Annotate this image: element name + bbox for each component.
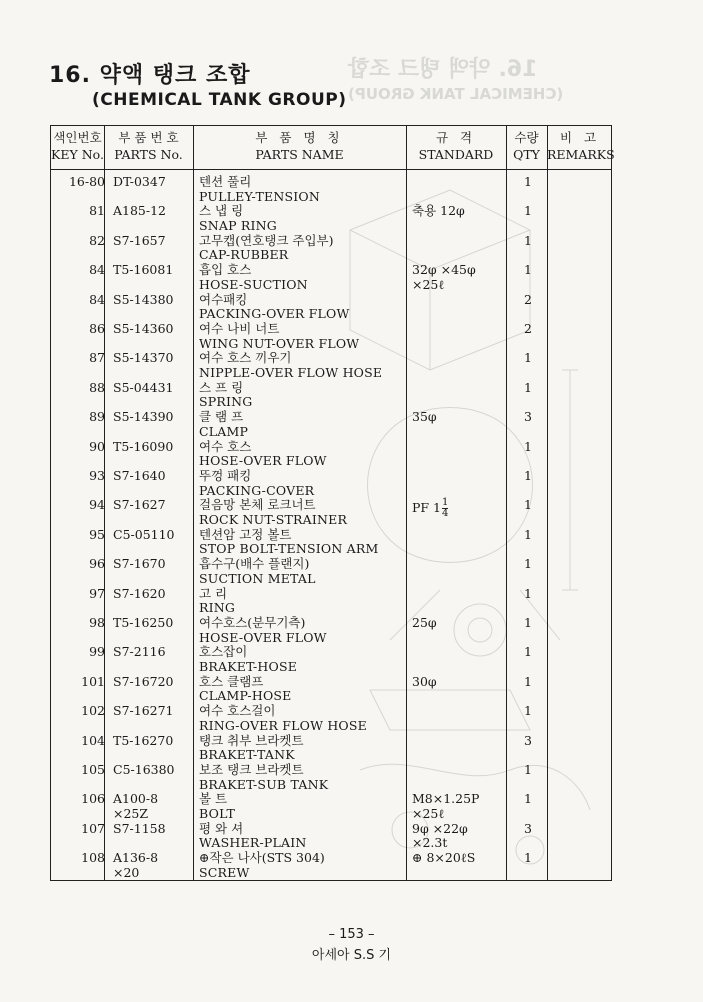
part-name — [199, 704, 404, 733]
part-name — [199, 469, 404, 498]
part-number: A136-8 ×20 — [113, 851, 193, 880]
fraction: $\frac{1}{4}$ — [442, 497, 449, 520]
part-number-suffix: ×25Z — [113, 805, 149, 821]
part-name-korean: 텐션암 고정 볼트 — [199, 526, 292, 542]
quantity: 1 — [524, 585, 532, 601]
part-name-korean: 호스잡이 — [199, 644, 248, 660]
bleed-through-title — [348, 56, 648, 104]
part-name-english: ROCK NUT-STRAINER — [199, 511, 348, 527]
part-number: S7-2116 — [113, 644, 166, 660]
part-name — [199, 851, 404, 880]
page-subtitle: (CHEMICAL TANK GROUP) — [92, 90, 347, 110]
part-name-korean: 스 냅 링 — [199, 203, 244, 219]
part-name-english: SCREW — [199, 864, 250, 880]
quantity: 1 — [524, 232, 532, 248]
part-number: A100-8 ×25Z — [113, 792, 193, 821]
part-name-english: CLAMP-HOSE — [199, 688, 292, 704]
quantity: 3 — [524, 820, 532, 836]
part-number: T5-16081 — [113, 262, 174, 278]
table-row — [51, 821, 611, 850]
quantity: 1 — [524, 174, 532, 189]
header-qty: 수량 QTY — [513, 130, 540, 162]
key-number: 81 — [89, 203, 105, 219]
part-name-english: HOSE-OVER FLOW — [199, 453, 327, 469]
quantity: 1 — [524, 350, 532, 366]
key-number: 99 — [89, 644, 105, 660]
header-remarks: 비 고 REMARKS — [547, 130, 615, 162]
table-row — [51, 703, 611, 732]
standard: 35φ — [412, 409, 437, 425]
quantity: 2 — [524, 321, 532, 336]
part-name — [199, 234, 404, 263]
standard: 30φ — [412, 673, 437, 689]
key-number: 107 — [81, 820, 105, 836]
bleed-through-line-1: 16. 약액 탱크 조합 — [348, 57, 538, 82]
table-row — [51, 321, 611, 350]
header-standard: 규 격 STANDARD — [418, 130, 494, 162]
part-name — [199, 528, 404, 557]
quantity: 1 — [524, 526, 532, 542]
part-number: S5-14360 — [113, 321, 174, 336]
part-name-korean: 탱크 취부 브라켓트 — [199, 732, 304, 748]
key-number: 84 — [89, 262, 105, 278]
table-row — [51, 174, 611, 203]
key-number: 104 — [81, 732, 105, 748]
part-name-english: BOLT — [199, 805, 236, 821]
part-number-suffix: ×20 — [113, 864, 140, 880]
key-number: 86 — [89, 321, 105, 336]
part-name — [199, 263, 404, 292]
part-name-korean: 고 리 — [199, 585, 228, 601]
part-number: S5-14390 — [113, 409, 174, 425]
part-number: S5-04431 — [113, 379, 174, 395]
part-name — [199, 440, 404, 469]
part-name — [199, 351, 404, 380]
part-name — [199, 734, 404, 763]
part-name — [199, 645, 404, 674]
table-row — [51, 615, 611, 644]
table-row — [51, 380, 611, 409]
part-name-korean: 클 램 프 — [199, 409, 244, 425]
quantity: 1 — [524, 644, 532, 660]
part-name-english: PACKING-COVER — [199, 482, 315, 498]
part-name-english: RING — [199, 600, 236, 616]
header-key-no: 색인번호 KEY No. — [51, 130, 104, 162]
part-name-korean: 스 프 링 — [199, 379, 244, 395]
part-name-english: CLAMP — [199, 423, 249, 439]
part-name-korean: 보조 탱크 브라켓트 — [199, 762, 304, 777]
part-name — [199, 763, 404, 792]
part-number: A185-12 — [113, 203, 167, 219]
key-number: 101 — [81, 673, 105, 689]
table-row — [51, 556, 611, 585]
part-number: C5-05110 — [113, 526, 175, 542]
part-name-korean: 여수 나비 너트 — [199, 321, 280, 336]
part-name-korean: 여수 호스걸이 — [199, 703, 276, 719]
table-row — [51, 233, 611, 262]
key-number: 105 — [81, 762, 105, 777]
part-name-korean: 고무캡(연호탱크 주입부) — [199, 232, 334, 248]
standard: 9φ ×22φ ×2.3t — [412, 820, 468, 851]
part-name-korean: 걸음망 본체 로크너트 — [199, 497, 316, 513]
standard: 32φ ×45φ ×25ℓ — [412, 262, 476, 292]
key-number: 98 — [89, 615, 105, 630]
table-row — [51, 527, 611, 556]
table-row — [51, 644, 611, 673]
key-number: 95 — [89, 526, 105, 542]
table-row — [51, 497, 611, 526]
quantity: 1 — [524, 791, 532, 807]
part-name-english: PACKING-OVER FLOW — [199, 306, 350, 322]
table-row — [51, 350, 611, 379]
table-row — [51, 762, 611, 791]
part-number: S7-1670 — [113, 556, 166, 572]
part-number: S5-14370 — [113, 350, 174, 366]
standard: PF 1 $\frac{1}{4}$ — [412, 497, 449, 520]
key-number: 88 — [89, 379, 105, 395]
page-number: – 153 – — [328, 927, 375, 942]
part-number: DT-0347 — [113, 174, 166, 189]
quantity: 1 — [524, 379, 532, 395]
part-name — [199, 675, 404, 704]
key-number: 97 — [89, 585, 105, 601]
quantity: 1 — [524, 673, 532, 689]
part-name-korean: 여수 호스 — [199, 438, 252, 454]
part-number: S7-1158 — [113, 820, 166, 836]
part-name-korean: 평 와 셔 — [199, 820, 244, 836]
part-name — [199, 792, 404, 821]
part-number: T5-16270 — [113, 732, 174, 748]
part-name-english: SNAP RING — [199, 217, 277, 233]
part-name-english: STOP BOLT-TENSION ARM — [199, 541, 379, 557]
parts-table — [50, 125, 615, 881]
quantity: 2 — [524, 291, 532, 307]
key-number: 82 — [89, 232, 105, 248]
quantity: 3 — [524, 732, 532, 748]
part-name-english: SUCTION METAL — [199, 570, 316, 586]
part-name — [199, 557, 404, 586]
table-row — [51, 791, 611, 820]
company-name: 아세아 S.S 기 — [311, 948, 392, 963]
part-name-english: BRAKET-SUB TANK — [199, 776, 329, 792]
part-name — [199, 322, 404, 351]
bleed-through-line-2: (CHEMICAL TANK GROUP) — [348, 84, 564, 103]
part-name-korean: 흡입 호스 — [199, 262, 252, 278]
table-header — [51, 126, 615, 170]
part-name — [199, 498, 404, 527]
part-number: S7-1640 — [113, 468, 166, 483]
table-row — [51, 733, 611, 762]
part-name-korean: 흡수구(배수 플랜지) — [199, 556, 310, 572]
table-row — [51, 674, 611, 703]
key-number: 84 — [89, 291, 105, 307]
part-name-english: RING-OVER FLOW HOSE — [199, 717, 367, 733]
part-number: C5-16380 — [113, 762, 175, 777]
key-number: 93 — [89, 468, 105, 483]
table-row — [51, 203, 611, 232]
key-number: 96 — [89, 556, 105, 572]
part-name — [199, 293, 404, 322]
quantity: 1 — [524, 850, 532, 866]
quantity: 1 — [524, 703, 532, 719]
quantity: 1 — [524, 203, 532, 219]
table-row — [51, 262, 611, 291]
part-number: S7-16720 — [113, 673, 174, 689]
part-name-english: SPRING — [199, 394, 253, 410]
table-row — [51, 409, 611, 438]
part-number: S7-16271 — [113, 703, 174, 719]
standard: 25φ — [412, 615, 437, 630]
key-number: 94 — [89, 497, 105, 513]
part-name — [199, 381, 404, 410]
key-number: 89 — [89, 409, 105, 425]
part-name-english: NIPPLE-OVER FLOW HOSE — [199, 364, 383, 380]
standard: M8×1.25P ×25ℓ — [412, 791, 480, 821]
part-name — [199, 587, 404, 616]
part-name-english: WING NUT-OVER FLOW — [199, 335, 360, 351]
part-name-korean: 여수 호스 끼우기 — [199, 350, 292, 366]
part-number: T5-16090 — [113, 438, 174, 454]
part-name-english: BRAKET-TANK — [199, 747, 295, 763]
table-row — [51, 586, 611, 615]
key-number: 90 — [89, 438, 105, 454]
part-number: S5-14380 — [113, 291, 174, 307]
part-name-korean: 여수호스(분무기측) — [199, 615, 306, 630]
key-number: 106 — [81, 791, 105, 807]
part-name-korean: 호스 클램프 — [199, 673, 264, 689]
part-name — [199, 204, 404, 233]
part-name — [199, 616, 404, 645]
quantity: 3 — [524, 409, 532, 425]
page-title: 16. 약액 탱크 조합 — [49, 63, 251, 88]
quantity: 1 — [524, 556, 532, 572]
key-number: 102 — [81, 703, 105, 719]
quantity: 1 — [524, 438, 532, 454]
part-name — [199, 410, 404, 439]
part-number: S7-1620 — [113, 585, 166, 601]
quantity: 1 — [524, 497, 532, 513]
part-name-english: CAP-RUBBER — [199, 247, 289, 263]
standard: ⊕ 8×20ℓS — [412, 850, 476, 866]
table-row — [51, 468, 611, 497]
quantity: 1 — [524, 615, 532, 630]
quantity: 1 — [524, 762, 532, 777]
part-name-english: HOSE-SUCTION — [199, 276, 308, 292]
part-name-korean: ⊕작은 나사(STS 304) — [199, 850, 325, 866]
part-name-korean: 볼 트 — [199, 791, 228, 807]
part-name-korean: 여수패킹 — [199, 291, 248, 307]
header-parts-name: 부 품 명 칭 PARTS NAME — [255, 130, 344, 162]
part-number: T5-16250 — [113, 615, 174, 630]
standard: 축용 12φ — [412, 203, 465, 219]
table-row — [51, 292, 611, 321]
part-name-english: WASHER-PLAIN — [199, 835, 307, 851]
header-parts-no: 부 품 번 호 PARTS No. — [114, 130, 183, 162]
part-name — [199, 175, 404, 204]
quantity: 1 — [524, 468, 532, 483]
key-number: 16-80 — [68, 174, 105, 189]
part-number: S7-1627 — [113, 497, 166, 513]
quantity: 1 — [524, 262, 532, 278]
part-name — [199, 822, 404, 851]
part-name-english: HOSE-OVER FLOW — [199, 629, 327, 645]
part-name-english: BRAKET-HOSE — [199, 658, 298, 674]
key-number: 108 — [81, 850, 105, 866]
table-row — [51, 850, 611, 879]
part-name-english: PULLEY-TENSION — [199, 188, 320, 204]
part-name-korean: 뚜껑 패킹 — [199, 468, 252, 483]
part-number: S7-1657 — [113, 232, 166, 248]
part-name-korean: 텐션 풀리 — [199, 174, 252, 189]
table-row — [51, 439, 611, 468]
key-number: 87 — [89, 350, 105, 366]
